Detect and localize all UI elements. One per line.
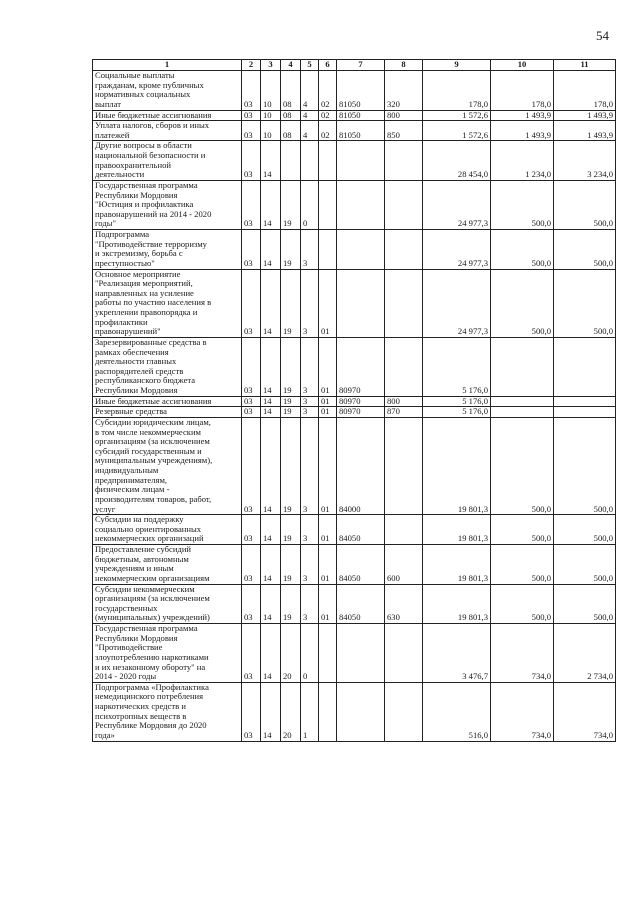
- code-subprogram: 3: [301, 396, 319, 407]
- amount-col-9: 3 476,7: [423, 624, 491, 683]
- amount-col-11: 3 234,0: [554, 141, 616, 181]
- table-row: [93, 269, 616, 337]
- code-program: 19: [281, 407, 301, 418]
- code-program: 20: [281, 682, 301, 741]
- code-direction: 84050: [337, 515, 385, 545]
- column-header: 1: [93, 60, 242, 71]
- code-event: [319, 141, 337, 181]
- table-row: [93, 515, 616, 545]
- code-event: 01: [319, 269, 337, 337]
- code-event: 02: [319, 121, 337, 141]
- code-subprogram: 3: [301, 417, 319, 514]
- amount-col-11: 1 493,9: [554, 110, 616, 121]
- code-direction: 84050: [337, 545, 385, 585]
- code-subprogram: 3: [301, 407, 319, 418]
- code-section: 03: [242, 407, 261, 418]
- amount-col-10: 500,0: [491, 230, 554, 270]
- code-direction: 81050: [337, 121, 385, 141]
- code-section: 03: [242, 624, 261, 683]
- code-subprogram: 3: [301, 515, 319, 545]
- code-section: 03: [242, 121, 261, 141]
- amount-col-11: 500,0: [554, 230, 616, 270]
- code-direction: [337, 624, 385, 683]
- code-program: 19: [281, 515, 301, 545]
- amount-col-11: [554, 337, 616, 396]
- table-row: [93, 180, 616, 229]
- code-subsection: 14: [261, 417, 281, 514]
- column-header: 6: [319, 60, 337, 71]
- amount-col-10: 500,0: [491, 545, 554, 585]
- code-direction: [337, 141, 385, 181]
- code-subprogram: 4: [301, 110, 319, 121]
- amount-col-10: 500,0: [491, 515, 554, 545]
- code-direction: 84000: [337, 417, 385, 514]
- amount-col-11: 500,0: [554, 180, 616, 229]
- table-row: [93, 407, 616, 418]
- code-subprogram: 3: [301, 584, 319, 624]
- code-subprogram: 0: [301, 624, 319, 683]
- code-expense-type: 850: [385, 121, 423, 141]
- table-row: [93, 682, 616, 741]
- code-subprogram: 3: [301, 230, 319, 270]
- code-section: 03: [242, 584, 261, 624]
- code-subprogram: 4: [301, 121, 319, 141]
- code-subprogram: [301, 141, 319, 181]
- table-row: [93, 545, 616, 585]
- code-event: 02: [319, 71, 337, 111]
- code-expense-type: [385, 230, 423, 270]
- amount-col-10: 500,0: [491, 269, 554, 337]
- column-header: 3: [261, 60, 281, 71]
- code-direction: 80970: [337, 407, 385, 418]
- code-direction: [337, 269, 385, 337]
- code-section: 03: [242, 417, 261, 514]
- table-row: [93, 624, 616, 683]
- amount-col-10: [491, 407, 554, 418]
- code-subprogram: 4: [301, 71, 319, 111]
- column-header: 5: [301, 60, 319, 71]
- code-expense-type: [385, 515, 423, 545]
- budget-table: [92, 59, 616, 742]
- amount-col-9: 24 977,3: [423, 269, 491, 337]
- code-event: 01: [319, 515, 337, 545]
- amount-col-11: 500,0: [554, 515, 616, 545]
- amount-col-10: 500,0: [491, 584, 554, 624]
- amount-col-10: 500,0: [491, 417, 554, 514]
- column-header: 4: [281, 60, 301, 71]
- code-section: 03: [242, 180, 261, 229]
- code-direction: 80970: [337, 396, 385, 407]
- amount-col-11: 1 493,9: [554, 121, 616, 141]
- code-program: 19: [281, 417, 301, 514]
- code-subsection: 14: [261, 624, 281, 683]
- row-name: Уплата налогов, сборов и иных платежей: [93, 121, 242, 141]
- code-section: 03: [242, 110, 261, 121]
- code-event: 02: [319, 110, 337, 121]
- code-program: 19: [281, 337, 301, 396]
- amount-col-10: 1 493,9: [491, 110, 554, 121]
- amount-col-9: 19 801,3: [423, 515, 491, 545]
- amount-col-10: [491, 337, 554, 396]
- amount-col-11: 2 734,0: [554, 624, 616, 683]
- table-row: [93, 417, 616, 514]
- row-name: Основное мероприятие "Реализация мероприятий, направленных на усиление работы по участию населения в укреплении правопорядка и профилактики правонарушений": [93, 269, 242, 337]
- code-program: 19: [281, 396, 301, 407]
- code-subsection: 14: [261, 407, 281, 418]
- amount-col-10: 500,0: [491, 180, 554, 229]
- amount-col-11: 500,0: [554, 269, 616, 337]
- code-event: [319, 230, 337, 270]
- table-row: [93, 141, 616, 181]
- code-event: 01: [319, 584, 337, 624]
- row-name: Иные бюджетные ассигнования: [93, 396, 242, 407]
- row-name: Субсидии некоммерческим организациям (за исключением государственных (муниципальных) учреждений): [93, 584, 242, 624]
- row-name: Государственная программа Республики Мордовия "Противодействие злоупотреблению наркотиками и их незаконному обороту" на 2014 - 2020 годы: [93, 624, 242, 683]
- amount-col-9: 516,0: [423, 682, 491, 741]
- amount-col-9: 19 801,3: [423, 545, 491, 585]
- code-direction: 84050: [337, 584, 385, 624]
- code-expense-type: 870: [385, 407, 423, 418]
- code-subsection: 14: [261, 515, 281, 545]
- amount-col-9: 5 176,0: [423, 407, 491, 418]
- amount-col-9: 24 977,3: [423, 230, 491, 270]
- code-subprogram: 1: [301, 682, 319, 741]
- code-subprogram: 0: [301, 180, 319, 229]
- code-program: 08: [281, 71, 301, 111]
- row-name: Подпрограмма «Профилактика немедицинского потребления наркотических средств и психотропных веществ в Республике Мордовия до 2020 года»: [93, 682, 242, 741]
- code-expense-type: 600: [385, 545, 423, 585]
- code-event: [319, 682, 337, 741]
- code-event: 01: [319, 407, 337, 418]
- code-direction: 81050: [337, 110, 385, 121]
- column-header: 11: [554, 60, 616, 71]
- code-section: 03: [242, 396, 261, 407]
- code-subprogram: 3: [301, 337, 319, 396]
- row-name: Субсидии на поддержку социально ориентированных некоммерческих организаций: [93, 515, 242, 545]
- code-subsection: 14: [261, 584, 281, 624]
- code-expense-type: 800: [385, 110, 423, 121]
- column-header: 7: [337, 60, 385, 71]
- column-header: 2: [242, 60, 261, 71]
- amount-col-11: [554, 407, 616, 418]
- code-direction: 81050: [337, 71, 385, 111]
- amount-col-9: 19 801,3: [423, 584, 491, 624]
- code-expense-type: [385, 141, 423, 181]
- code-event: 01: [319, 396, 337, 407]
- code-subsection: 14: [261, 269, 281, 337]
- code-subprogram: 3: [301, 545, 319, 585]
- page-number: 54: [596, 28, 609, 43]
- header-row: [93, 60, 616, 71]
- code-expense-type: [385, 337, 423, 396]
- amount-col-9: 178,0: [423, 71, 491, 111]
- code-expense-type: [385, 269, 423, 337]
- code-subsection: 10: [261, 110, 281, 121]
- amount-col-11: 500,0: [554, 584, 616, 624]
- row-name: Резервные средства: [93, 407, 242, 418]
- code-program: 19: [281, 230, 301, 270]
- amount-col-9: 28 454,0: [423, 141, 491, 181]
- amount-col-10: 734,0: [491, 682, 554, 741]
- row-name: Социальные выплаты гражданам, кроме публичных нормативных социальных выплат: [93, 71, 242, 111]
- amount-col-9: 5 176,0: [423, 337, 491, 396]
- code-section: 03: [242, 682, 261, 741]
- amount-col-9: 1 572,6: [423, 121, 491, 141]
- code-subsection: 10: [261, 71, 281, 111]
- row-name: Предоставление субсидий бюджетным, автономным учреждениям и иным некоммерческим организациям: [93, 545, 242, 585]
- table-row: [93, 396, 616, 407]
- table-row: [93, 337, 616, 396]
- code-program: 19: [281, 180, 301, 229]
- amount-col-10: 734,0: [491, 624, 554, 683]
- code-section: 03: [242, 230, 261, 270]
- code-subsection: 14: [261, 337, 281, 396]
- code-program: 08: [281, 110, 301, 121]
- amount-col-9: 19 801,3: [423, 417, 491, 514]
- code-direction: 80970: [337, 337, 385, 396]
- amount-col-9: 24 977,3: [423, 180, 491, 229]
- code-subprogram: 3: [301, 269, 319, 337]
- code-expense-type: [385, 180, 423, 229]
- code-direction: [337, 180, 385, 229]
- table-row: [93, 230, 616, 270]
- code-event: 01: [319, 337, 337, 396]
- code-event: [319, 180, 337, 229]
- table-row: [93, 121, 616, 141]
- code-subsection: 10: [261, 121, 281, 141]
- amount-col-10: 1 493,9: [491, 121, 554, 141]
- code-program: [281, 141, 301, 181]
- code-subsection: 14: [261, 230, 281, 270]
- row-name: Иные бюджетные ассигнования: [93, 110, 242, 121]
- code-expense-type: [385, 682, 423, 741]
- column-header: 8: [385, 60, 423, 71]
- code-subsection: 14: [261, 180, 281, 229]
- code-section: 03: [242, 515, 261, 545]
- amount-col-10: 1 234,0: [491, 141, 554, 181]
- code-subsection: 14: [261, 141, 281, 181]
- code-expense-type: [385, 624, 423, 683]
- row-name: Другие вопросы в области национальной безопасности и правоохранительной деятельности: [93, 141, 242, 181]
- row-name: Подпрограмма "Противодействие терроризму и экстремизму, борьба с преступностью": [93, 230, 242, 270]
- amount-col-11: 500,0: [554, 417, 616, 514]
- code-event: 01: [319, 545, 337, 585]
- code-expense-type: 630: [385, 584, 423, 624]
- code-program: 20: [281, 624, 301, 683]
- code-expense-type: 320: [385, 71, 423, 111]
- table-row: [93, 71, 616, 111]
- code-section: 03: [242, 545, 261, 585]
- row-name: Субсидии юридическим лицам, в том числе некоммерческим организациям (за исключением субсидий государственным и муниципальным учреждениям), индивидуальным предпринимателям, физическим лицам - производителям товаров, работ, услуг: [93, 417, 242, 514]
- table-row: [93, 584, 616, 624]
- row-name: Зарезервированные средства в рамках обеспечения деятельности главных распорядителей средств республиканского бюджета Республики Мордовия: [93, 337, 242, 396]
- code-section: 03: [242, 71, 261, 111]
- amount-col-11: [554, 396, 616, 407]
- amount-col-11: 500,0: [554, 545, 616, 585]
- code-direction: [337, 682, 385, 741]
- code-event: [319, 624, 337, 683]
- code-program: 19: [281, 584, 301, 624]
- code-subsection: 14: [261, 682, 281, 741]
- amount-col-9: 5 176,0: [423, 396, 491, 407]
- code-section: 03: [242, 269, 261, 337]
- amount-col-9: 1 572,6: [423, 110, 491, 121]
- code-subsection: 14: [261, 396, 281, 407]
- code-subsection: 14: [261, 545, 281, 585]
- code-program: 19: [281, 269, 301, 337]
- amount-col-10: [491, 396, 554, 407]
- amount-col-11: 734,0: [554, 682, 616, 741]
- code-program: 08: [281, 121, 301, 141]
- amount-col-10: 178,0: [491, 71, 554, 111]
- amount-col-11: 178,0: [554, 71, 616, 111]
- code-direction: [337, 230, 385, 270]
- code-section: 03: [242, 141, 261, 181]
- column-header: 10: [491, 60, 554, 71]
- code-event: 01: [319, 417, 337, 514]
- row-name: Государственная программа Республики Мордовия "Юстиция и профилактика правонарушений на 2014 - 2020 годы": [93, 180, 242, 229]
- table-row: [93, 110, 616, 121]
- code-expense-type: 800: [385, 396, 423, 407]
- column-header: 9: [423, 60, 491, 71]
- code-expense-type: [385, 417, 423, 514]
- code-program: 19: [281, 545, 301, 585]
- code-section: 03: [242, 337, 261, 396]
